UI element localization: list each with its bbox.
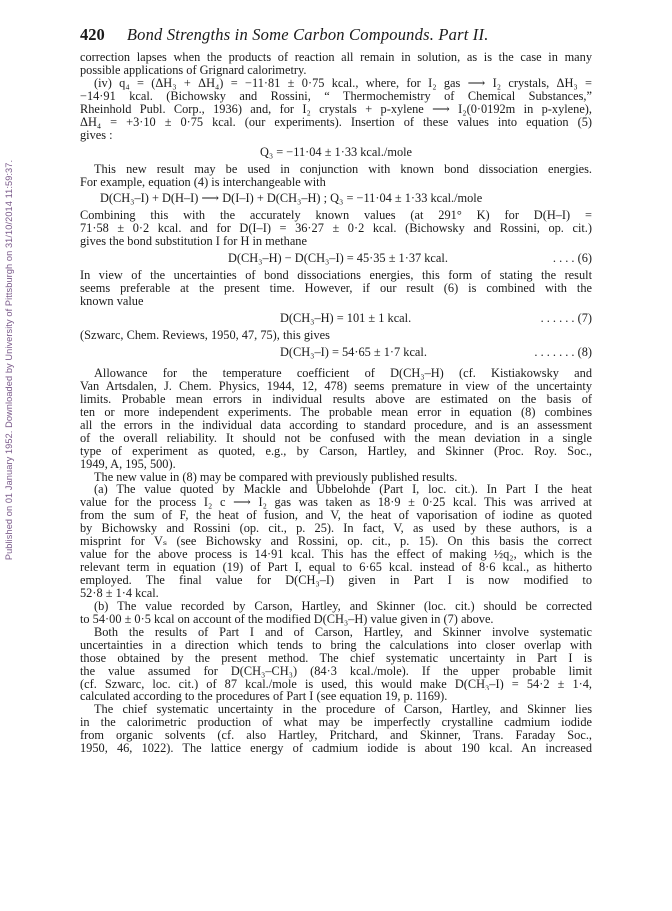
text-line: employed. The final value for D(CH₃–I) given in Part I is now modified to — [80, 574, 592, 587]
equation: D(CH₃–I) + D(H–I) ⟶ D(I–I) + D(CH₃–H) ; Q₃ = −11·04 ± 1·33 kcal./mole — [100, 191, 483, 206]
text-line: (cf. Szwarc, loc. cit.) of 87 kcal./mole is used, this would make D(CH₃–I) = 54·2 ± 1·4, — [80, 677, 592, 691]
text-line: Combining this with the accurately known values (at 291° K) for D(H–I) = — [80, 209, 592, 223]
text-line: 52·8 ± 1·4 kcal. — [80, 585, 159, 600]
text-line: the value assumed for D(CH₃–CH₃) (84·3 kcal./mole). If the upper probable limit — [80, 664, 592, 678]
text-line: ΔH₄ = +3·10 ± 0·75 kcal. (our experiments). Insertion of these values into equation (5) — [80, 115, 592, 129]
text-line: calculated according to the procedures of Part I (see equation 19, p. 1169). — [80, 689, 448, 704]
text-line: misprint for Vₛ (see Bichowsky and Rossini, op. cit., p. 15). On this basis the correct — [80, 535, 592, 549]
text-line: ten or more independent experiments. The probable mean error in equation (8) combines — [80, 405, 592, 419]
publication-watermark-text: Published on 01 January 1952. Downloaded by University of Pittsburgh on 31/10/2014 11:59:37. — [4, 159, 14, 561]
text-line: value for the process I₂ c ⟶ I₂ gas was taken as 18·9 ± 0·25 kcal. This was arrived at — [80, 496, 592, 510]
equation-row — [80, 308, 592, 329]
text-line: those obtained by the present method. The chief systematic uncertainty in Part I is — [80, 651, 592, 665]
text-line: of the overall reliability. It should not be confused with the mean deviation in a single — [80, 431, 592, 445]
equation: D(CH₃–H) = 101 ± 1 kcal. — [280, 311, 412, 326]
text-line: Both the results of Part I and of Carson, Hartley, and Skinner involve systematic — [94, 625, 592, 639]
text-line: The chief systematic uncertainty in the procedure of Carson, Hartley, and Skinner lies — [94, 703, 592, 717]
text-line: Allowance for the temperature coefficient of D(CH₃–H) (cf. Kistiakowsky and — [94, 367, 592, 380]
text-line: 71·58 ± 0·2 kcal. and for D(I–I) = 36·27 ± 0·2 kcal. (Bichowsky and Rossini, op. cit.) — [80, 222, 592, 236]
text-line: from organic solvents (cf. also Hartley, Pritchard, and Skinner, Trans. Faraday Soc., — [80, 729, 592, 743]
text-line: (Szwarc, Chem. Reviews, 1950, 47, 75), this gives — [80, 328, 330, 343]
equation-row — [80, 342, 592, 363]
equation: D(CH₃–H) − D(CH₃–I) = 45·35 ± 1·37 kcal. — [228, 251, 448, 266]
text-line: by Bichowsky and Rossini (op. cit., p. 25). In fact, V, as used by these authors, is a — [80, 522, 592, 536]
text-line: (a) The value quoted by Mackle and Ubbelohde (Part I, loc. cit.). In Part I the heat — [94, 483, 592, 497]
text-line: gives : — [80, 127, 113, 142]
text-line: Van Artsdalen, J. Chem. Physics, 1944, 12, 478) seems premature in view of the uncertainty — [80, 379, 592, 393]
text-line: Rheinhold Publ. Corp., 1936) and, for I₂ crystals + p-xylene ⟶ I₂(0·0192m in p-xylene), — [80, 102, 592, 116]
text-line: uncertainties in a direction which tends to bring the calculations into closer overlap with — [80, 638, 592, 652]
equation-number: . . . . . . (7) — [540, 311, 592, 326]
equation-row — [80, 248, 592, 269]
text-line: from the sum of F, the heat of fusion, and V, the heat of vaporisation of iodine as quoted — [80, 509, 592, 523]
text-line: (b) The value recorded by Carson, Hartley, and Skinner (loc. cit.) should be corrected — [94, 599, 592, 613]
running-title: Bond Strengths in Some Carbon Compounds. Part II. — [126, 25, 489, 44]
text-line: in the calorimetric production of what may be imperfectly crystalline cadmium iodide — [80, 716, 592, 730]
publication-watermark — [2, 140, 16, 580]
text-line: (iv) q₄ = (ΔH₃ + ΔH₄) = −11·81 ± 0·75 kcal., where, for I₂ gas ⟶ I₂ crystals, ΔH₃ = — [94, 76, 592, 90]
text-line: correction lapses when the products of reaction all remain in solution, as is the case in many — [80, 51, 592, 64]
text-line: all the errors in the individual data according to standard procedure, and is an assessment — [80, 418, 592, 432]
text-line: gives the bond substitution I for H in methane — [80, 234, 307, 249]
text-line: possible applications of Grignard calorimetry. — [80, 62, 307, 77]
text-line: type of experiment as quoted, e.g., by Carson, Hartley, and Skinner (Proc. Roy. Soc., — [80, 444, 592, 458]
text-line: 1950, 46, 1022). The lattice energy of cadmium iodide is about 190 kcal. An increased — [80, 742, 592, 756]
page-header — [80, 24, 632, 46]
equation-number: . . . . . . . (8) — [534, 345, 592, 359]
text-line: relevant term in equation (19) of Part I, equal to 6·65 kcal. instead of 8·6 kcal., as hitherto — [80, 561, 592, 574]
text-line: The new value in (8) may be compared with previously published results. — [94, 469, 458, 484]
text-line: This new result may be used in conjunction with known bond dissociation energies. — [94, 162, 592, 176]
text-line: to 54·00 ± 0·5 kcal on account of the modified D(CH₃–H) value given in (7) above. — [80, 611, 494, 626]
article-body — [80, 51, 592, 755]
text-line: value for the above process is 14·91 kcal. This has the effect of making ½q₂, which is the — [80, 548, 592, 562]
page-number: 420 — [80, 25, 105, 44]
text-line: −14·91 kcal. (Bichowsky and Rossini, “ Thermochemistry of Chemical Substances,” — [80, 89, 592, 103]
text-line: seems preferable at the present time. However, if our result (6) is combined with the — [80, 282, 592, 296]
text-line: For example, equation (4) is interchangeable with — [80, 174, 326, 189]
equation: D(CH₃–I) = 54·65 ± 1·7 kcal. — [280, 345, 427, 359]
text-line: In view of the uncertainties of bond dissociations energies, this form of stating the result — [80, 269, 592, 283]
equation: Q₃ = −11·04 ± 1·33 kcal./mole — [259, 144, 413, 159]
text-line: 1949, A, 195, 500). — [80, 456, 176, 471]
text-line: known value — [80, 294, 144, 309]
text-line: limits. Probable mean errors in individual results above are estimated on the basis of — [80, 392, 592, 406]
equation-number: . . . . (6) — [552, 251, 592, 266]
